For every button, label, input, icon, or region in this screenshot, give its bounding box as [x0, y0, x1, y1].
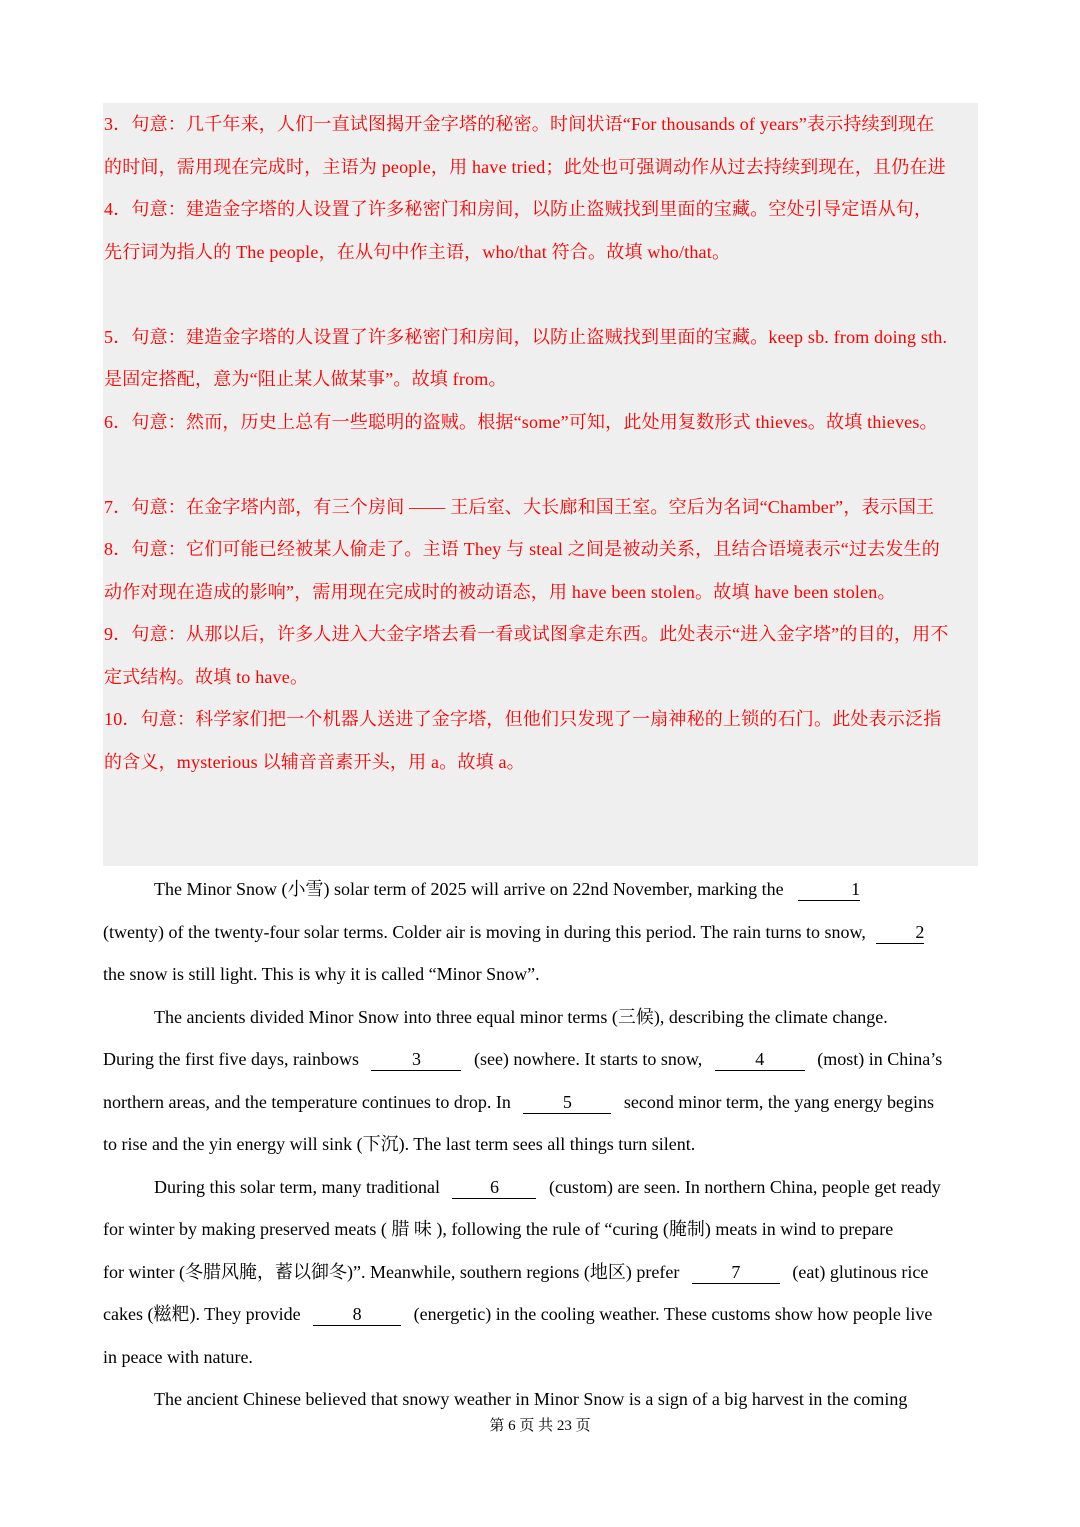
answer-5-line-1: 6．句意：然而，历史上总有一些聪明的盗贼。根据“some”可知，此处用复数形式 thieves。故填 thieves。 — [104, 412, 938, 432]
answer-6-line-1: 7．句意：在金字塔内部，有三个房间 —— 王后室、大长廊和国王室。空后为名词“Chamber”，表示国王 — [104, 497, 935, 517]
answer-3-line-1: 4．句意：建造金字塔的人设置了许多秘密门和房间，以防止盗贼找到里面的宝藏。空处引导定语从句， — [104, 199, 933, 219]
passage-text: The Minor Snow (小雪) solar term of 2025 will arrive on 22nd November, marking the — [154, 879, 784, 899]
blank-2[interactable]: 2 — [876, 922, 924, 944]
passage-p2-line-2 — [103, 1047, 978, 1071]
passage-text: second minor term, the yang energy begins — [623, 1092, 934, 1112]
passage-text: (most) in China’s — [817, 1049, 943, 1069]
passage-text: (eat) glutinous rice — [792, 1262, 929, 1282]
passage-text: During this solar term, many traditional — [154, 1177, 440, 1197]
blank-1[interactable]: 1 — [798, 879, 860, 901]
passage-text: cakes (糍粑). They provide — [103, 1304, 301, 1324]
blank-3[interactable]: 3 — [371, 1049, 461, 1071]
answer-8-line-2: 定式结构。故填 to have。 — [104, 667, 309, 687]
passage-p3-line-3 — [103, 1260, 978, 1284]
passage-p4-line-1: The ancient Chinese believed that snowy weather in Minor Snow is a sign of a big harvest in the coming — [154, 1389, 908, 1409]
passage-p3-line-2: for winter by making preserved meats ( 腊 味 ), following the rule of “curing (腌制) meats in wind to prepare — [103, 1219, 894, 1239]
blank-6[interactable]: 6 — [452, 1177, 536, 1199]
answer-4-line-2: 是固定搭配，意为“阻止某人做某事”。故填 from。 — [104, 369, 507, 389]
passage-p3-line-5: in peace with nature. — [103, 1347, 253, 1367]
answer-2-line-2: 的时间，需用现在完成时，主语为 people，用 have tried；此处也可强调动作从过去持续到现在，且仍在进 — [104, 157, 946, 177]
passage-p1-line-1 — [154, 877, 978, 901]
passage-p2-line-3 — [103, 1090, 978, 1114]
passage-text: northern areas, and the temperature continues to drop. In — [103, 1092, 511, 1112]
blank-7[interactable]: 7 — [692, 1262, 780, 1284]
answer-7-line-2: 动作对现在造成的影响”，需用现在完成时的被动语态，用 have been stolen。故填 have been stolen。 — [104, 582, 896, 602]
passage-p2-line-4: to rise and the yin energy will sink (下沉). The last term sees all things turn silent. — [103, 1134, 696, 1154]
passage-text: During the first five days, rainbows — [103, 1049, 359, 1069]
answer-8-line-1: 9．句意：从那以后，许多人进入大金字塔去看一看或试图拿走东西。此处表示“进入金字塔”的目的，用不 — [104, 624, 949, 644]
answer-7-line-1: 8．句意：它们可能已经被某人偷走了。主语 They 与 steal 之间是被动关系，且结合语境表示“过去发生的 — [104, 539, 940, 559]
passage-text: (custom) are seen. In northern China, people get ready — [548, 1177, 941, 1197]
passage-text: (energetic) in the cooling weather. These customs show how people live — [413, 1304, 933, 1324]
blank-4[interactable]: 4 — [715, 1049, 805, 1071]
passage-p3-line-4 — [103, 1302, 978, 1326]
passage-p3-line-1 — [154, 1175, 978, 1199]
answer-3-line-2: 先行词为指人的 The people，在从句中作主语，who/that 符合。故填 who/that。 — [104, 242, 731, 262]
blank-8[interactable]: 8 — [313, 1304, 401, 1326]
passage-text: (twenty) of the twenty-four solar terms. Colder air is moving in during this period. The rain turns to snow, — [103, 922, 866, 942]
page-number-footer: 第 6 页 共 23 页 — [489, 1418, 591, 1434]
passage-p1-line-3: the snow is still light. This is why it is called “Minor Snow”. — [103, 964, 540, 984]
answer-4-line-1: 5．句意：建造金字塔的人设置了许多秘密门和房间，以防止盗贼找到里面的宝藏。keep sb. from doing sth. — [104, 327, 948, 347]
passage-text: for winter (冬腊风腌，蓄以御冬)”. Meanwhile, southern regions (地区) prefer — [103, 1262, 680, 1282]
passage-p2-line-1: The ancients divided Minor Snow into three equal minor terms (三候), describing the climate change. — [154, 1007, 888, 1027]
answer-9-line-2: 的含义，mysterious 以辅音音素开头，用 a。故填 a。 — [104, 752, 525, 772]
answer-9-line-1: 10．句意：科学家们把一个机器人送进了金字塔，但他们只发现了一扇神秘的上锁的石门。此处表示泛指 — [104, 709, 942, 729]
answer-2-line-1: 3．句意：几千年来，人们一直试图揭开金字塔的秘密。时间状语“For thousands of years”表示持续到现在 — [104, 114, 935, 134]
passage-text: (see) nowhere. It starts to snow, — [473, 1049, 703, 1069]
passage-p1-line-2 — [103, 920, 978, 944]
blank-5[interactable]: 5 — [523, 1092, 611, 1114]
